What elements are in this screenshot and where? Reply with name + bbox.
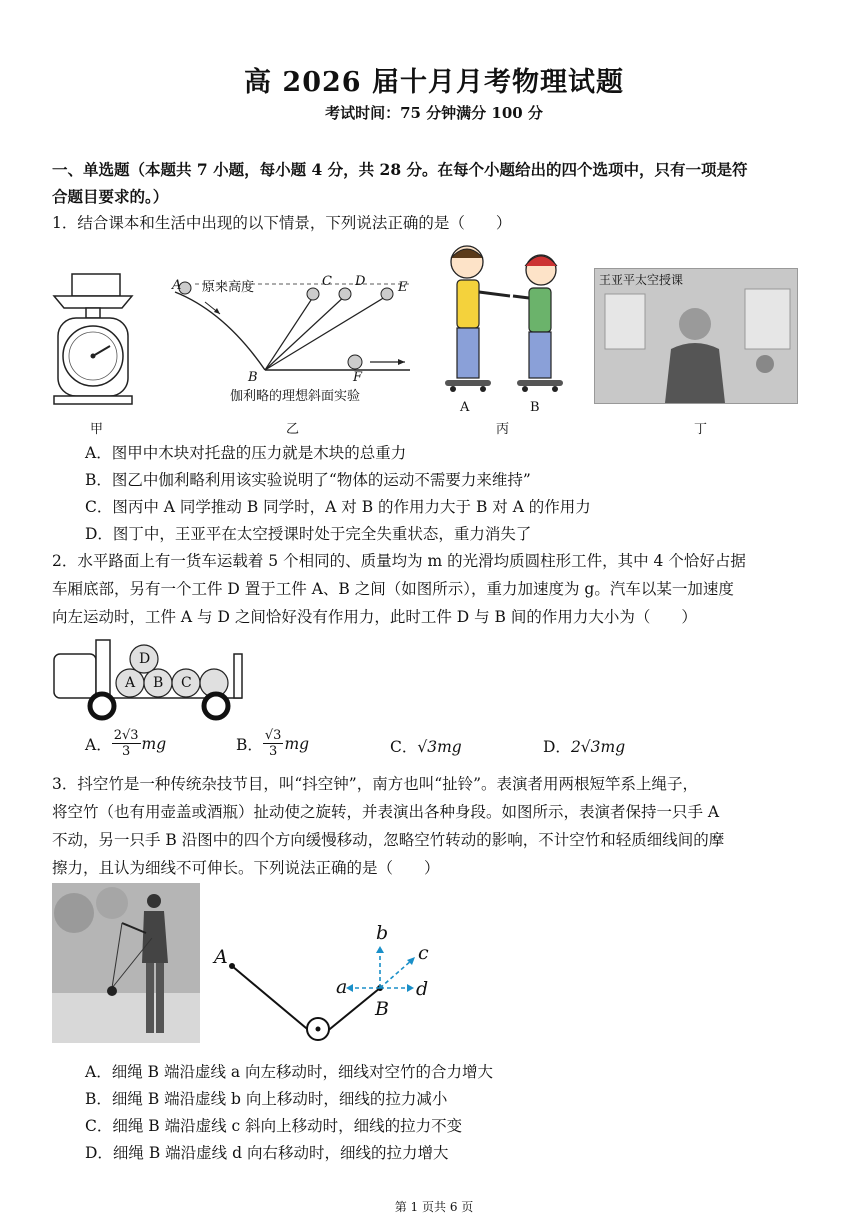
q2-option-a-num: 2√3 bbox=[113, 728, 139, 743]
hand-B-label: B bbox=[375, 998, 389, 1020]
q2-option-b-num: √3 bbox=[264, 728, 282, 743]
q1-option-d: D．图丁中，王亚平在太空授课时处于完全失重状态，重力消失了 bbox=[85, 525, 532, 543]
figure-jia-label: 甲 bbox=[90, 422, 104, 437]
q3-option-d: D．细绳 B 端沿虚线 d 向右移动时，细线的拉力增大 bbox=[85, 1144, 449, 1162]
page-footer: 第 1 页共 6 页 bbox=[394, 1200, 474, 1214]
exam-subtitle: 考试时间：75 分钟满分 100 分 bbox=[325, 104, 543, 122]
q2-option-a-tail: mg bbox=[141, 734, 167, 753]
section-heading-line1: 一、单选题（本题共 7 小题，每小题 4 分，共 28 分。在每个小题给出的四个选项中，只有一项是符 bbox=[52, 160, 748, 179]
q1-option-c: C．图丙中 A 同学推动 B 同学时，A 对 B 的作用力大于 B 对 A 的作用力 bbox=[85, 498, 591, 516]
q2-line2: 车厢底部，另有一个工件 D 置于工件 A、B 之间（如图所示），重力加速度为 g。汽车以某一加速度 bbox=[52, 580, 734, 598]
q3-option-b: B．细绳 B 端沿虚线 b 向上移动时，细线的拉力减小 bbox=[85, 1090, 448, 1108]
point-A-label: A bbox=[172, 278, 182, 293]
cylinder-C-label: C bbox=[181, 675, 192, 691]
q3-line1: 3．抖空竹是一种传统杂技节目，叫“抖空钟”，南方也叫“扯铃”。表演者用两根短竿系上绳子， bbox=[52, 775, 699, 793]
astronaut-illustration bbox=[595, 269, 797, 403]
q2-option-a bbox=[85, 728, 166, 759]
skateboard-kids-figure bbox=[435, 240, 575, 405]
point-F-label: F bbox=[353, 370, 363, 385]
q2-line1: 2．水平路面上有一货车运载着 5 个相同的、质量均为 m 的光滑均质圆柱形工件，其中 4 个恰好占据 bbox=[52, 552, 746, 570]
slope-caption: 伽利略的理想斜面实验 bbox=[230, 389, 361, 404]
direction-a-label: a bbox=[336, 976, 348, 998]
q2-option-a-label: A． bbox=[85, 735, 112, 754]
q2-line3: 向左运动时，工件 A 与 D 之间恰好没有作用力，此时工件 D 与 B 间的作用力大小为（ ） bbox=[52, 608, 697, 626]
space-lesson-photo bbox=[594, 268, 798, 404]
q2-option-a-den: 3 bbox=[121, 744, 131, 759]
q2-option-c-value: √3mg bbox=[417, 738, 462, 756]
truck-figure bbox=[50, 632, 250, 722]
direction-b-label: b bbox=[376, 922, 389, 944]
hand-A-label: A bbox=[214, 946, 228, 968]
rope-diagram bbox=[210, 920, 440, 1050]
q3-option-c: C．细绳 B 端沿虚线 c 斜向上移动时，细线的拉力不变 bbox=[85, 1117, 463, 1135]
q2-option-c-label: C． bbox=[390, 738, 418, 756]
q2-option-a-fraction bbox=[112, 728, 141, 759]
q2-option-c bbox=[390, 735, 462, 757]
kid-A-label: A bbox=[460, 400, 470, 415]
cylinder-D-label: D bbox=[139, 651, 151, 667]
q3-line4: 擦力，且认为细线不可伸长。下列说法正确的是（ ） bbox=[52, 859, 440, 877]
photo-caption: 王亚平太空授课 bbox=[599, 273, 684, 287]
q2-option-d-value: 2√3mg bbox=[570, 738, 626, 756]
q1-option-b: B．图乙中伽利略利用该实验说明了“物体的运动不需要力来维持” bbox=[85, 471, 531, 489]
scale-figure bbox=[48, 270, 138, 410]
kid-B-label: B bbox=[530, 400, 540, 415]
q2-option-b-label: B． bbox=[236, 735, 263, 754]
q3-line3: 不动，另一只手 B 沿图中的四个方向缓慢移动，忽略空竹转动的影响，不计空竹和轻质细线间的摩 bbox=[52, 831, 725, 849]
direction-c-label: c bbox=[418, 942, 429, 964]
q1-stem: 1．结合课本和生活中出现的以下情景，下列说法正确的是（ ） bbox=[52, 214, 512, 232]
q2-option-b-den: 3 bbox=[269, 744, 278, 759]
figure-ding-label: 丁 bbox=[694, 422, 708, 437]
direction-d-label: d bbox=[416, 978, 429, 1000]
exam-title: 高 2026 届十月月考物理试题 bbox=[244, 67, 624, 98]
slope-top-label: 原来高度 bbox=[202, 280, 255, 295]
q2-option-b bbox=[236, 728, 309, 759]
point-C-label: C bbox=[322, 274, 332, 289]
point-D-label: D bbox=[355, 274, 366, 289]
cylinder-B-label: B bbox=[153, 675, 164, 691]
point-E-label: E bbox=[398, 280, 408, 295]
q1-option-a: A．图甲中木块对托盘的压力就是木块的总重力 bbox=[85, 444, 407, 462]
figure-bing-label: 丙 bbox=[496, 422, 510, 437]
q3-line2: 将空竹（也有用壶盖或酒瓶）扯动使之旋转，并表演出各种身段。如图所示，表演者保持一只手 A bbox=[52, 803, 720, 821]
point-B-label: B bbox=[248, 370, 258, 385]
performer-illustration bbox=[52, 883, 200, 1043]
q2-option-b-fraction bbox=[263, 728, 284, 759]
section-heading-line2: 合题目要求的。） bbox=[52, 187, 169, 206]
diabolo-performer-photo bbox=[52, 883, 200, 1043]
figure-yi-label: 乙 bbox=[286, 422, 300, 437]
q3-option-a: A．细绳 B 端沿虚线 a 向左移动时，细线对空竹的合力增大 bbox=[85, 1063, 494, 1081]
cylinder-A-label: A bbox=[125, 675, 136, 691]
q2-option-d-label: D． bbox=[543, 738, 571, 756]
q2-option-b-tail: mg bbox=[284, 734, 310, 753]
q2-option-d bbox=[543, 735, 625, 757]
